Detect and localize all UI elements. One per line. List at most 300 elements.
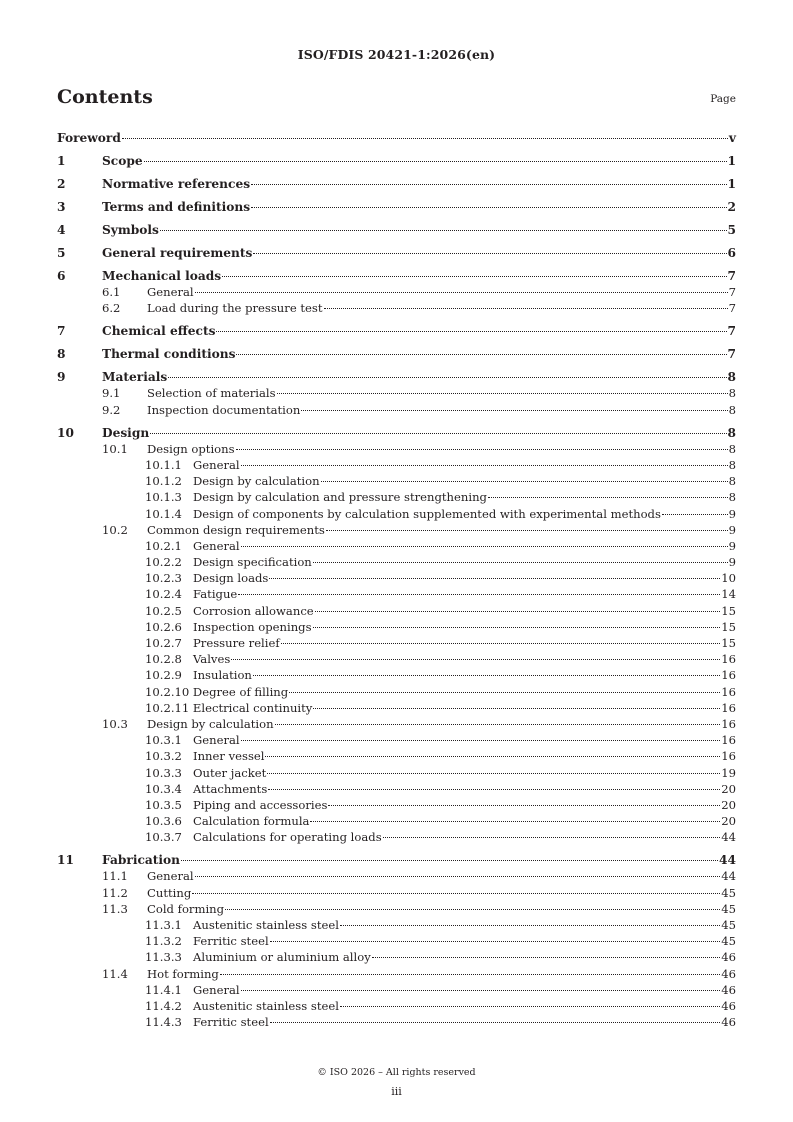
- toc-entry-number: 10.3.3: [145, 765, 182, 780]
- dot-leader: [216, 331, 726, 332]
- toc-entry[interactable]: [57, 885, 736, 901]
- toc-entry-line: [102, 222, 736, 238]
- toc-entry-title: Thermal conditions: [102, 347, 236, 362]
- toc-entry-line: [145, 700, 736, 716]
- toc-entry-number: 11.4.3: [145, 1015, 182, 1030]
- dot-leader: [122, 138, 728, 139]
- toc-entry[interactable]: [57, 506, 736, 522]
- dot-leader: [195, 876, 721, 877]
- toc-entry[interactable]: [57, 385, 736, 401]
- toc-entry-line: [102, 369, 736, 385]
- dot-leader: [328, 805, 720, 806]
- toc-entry[interactable]: [57, 222, 736, 238]
- toc-entry-line: [193, 603, 736, 619]
- toc-entry-page: 45: [721, 934, 736, 949]
- toc-entry-title: Inspection documentation: [147, 402, 301, 417]
- toc-entry-line: [193, 813, 736, 829]
- toc-entry-number: 10.1: [102, 441, 128, 456]
- toc-entry-number: 11.1: [102, 869, 128, 884]
- toc-entry-page: 45: [721, 885, 736, 900]
- toc-entry-page: 8: [728, 490, 736, 505]
- toc-entry-line: [193, 538, 736, 554]
- toc-entry-number: 10.3.1: [145, 733, 182, 748]
- toc-entry[interactable]: [57, 852, 736, 868]
- toc-entry-line: [147, 885, 736, 901]
- toc-entry[interactable]: [57, 284, 736, 300]
- toc-entry[interactable]: [57, 425, 736, 441]
- toc-entry-line: [193, 781, 736, 797]
- toc-entry-page: 44: [721, 830, 736, 845]
- toc-entry-title: General: [193, 538, 240, 553]
- dot-leader: [267, 773, 720, 774]
- dot-leader: [144, 161, 727, 162]
- dot-leader: [236, 354, 726, 355]
- toc-entry-page: 16: [721, 668, 736, 683]
- toc-entry[interactable]: [57, 153, 736, 169]
- toc-entry-title: Pressure relief: [193, 636, 280, 651]
- toc-entry-line: [193, 554, 736, 570]
- toc-entry-title: 10.2.10 Degree of filling: [145, 684, 289, 699]
- toc-entry-title: Design loads: [193, 571, 269, 586]
- toc-entry-line: [147, 966, 736, 982]
- toc-entry[interactable]: [57, 684, 736, 700]
- toc-entry-number: 6.1: [102, 285, 121, 300]
- toc-entry[interactable]: [57, 748, 736, 764]
- toc-entry-title: Fabrication: [102, 853, 181, 868]
- toc-entry-title: Austenitic stainless steel: [193, 998, 339, 1013]
- toc-entry-line: [193, 933, 736, 949]
- dot-leader: [251, 184, 726, 185]
- toc-entry-line: [193, 570, 736, 586]
- toc-entry-number: 10: [57, 425, 74, 440]
- toc-entry-line: [145, 684, 736, 700]
- toc-entry-line: [193, 619, 736, 635]
- toc-entry-number: 9.1: [102, 386, 121, 401]
- toc-entry-page: 46: [721, 998, 736, 1013]
- toc-entry[interactable]: [57, 457, 736, 473]
- toc-entry-number: 7: [57, 324, 66, 339]
- dot-leader: [236, 449, 728, 450]
- toc-entry[interactable]: [57, 538, 736, 554]
- toc-entry-number: 11.4.1: [145, 982, 182, 997]
- dot-leader: [340, 1006, 720, 1007]
- toc-entry-line: [193, 473, 736, 489]
- toc-entry-line: [193, 651, 736, 667]
- toc-entry[interactable]: [57, 522, 736, 538]
- toc-entry-page: 9: [728, 506, 736, 521]
- toc-entry-number: 10.3.4: [145, 781, 182, 796]
- toc-entry[interactable]: [57, 651, 736, 667]
- toc-entry-number: 11.2: [102, 885, 128, 900]
- toc-entry-line: [57, 130, 736, 146]
- toc-entry-number: 10.2.5: [145, 603, 182, 618]
- toc-entry[interactable]: [57, 901, 736, 917]
- dot-leader: [220, 974, 720, 975]
- dot-leader: [168, 377, 726, 378]
- toc-entry-page: 16: [721, 716, 736, 731]
- dot-leader: [231, 659, 720, 660]
- toc-entry-number: 10.2: [102, 522, 128, 537]
- toc-entry-line: [102, 425, 736, 441]
- toc-entry-title: Design by calculation and pressure strengthening: [193, 490, 487, 505]
- dot-leader: [326, 530, 728, 531]
- toc-entry-number: 3: [57, 199, 66, 214]
- dot-leader: [195, 292, 728, 293]
- toc-entry-number: 10.2.8: [145, 652, 182, 667]
- toc-entry[interactable]: [57, 570, 736, 586]
- dot-leader: [315, 611, 721, 612]
- dot-leader: [372, 957, 720, 958]
- toc-entry-title: Design of components by calculation supplemented with experimental methods: [193, 506, 661, 521]
- toc-entry-page: v: [728, 131, 736, 145]
- toc-entry-page: 8: [727, 370, 736, 385]
- toc-entry-page: 16: [721, 733, 736, 748]
- toc-entry[interactable]: [57, 829, 736, 845]
- toc-entry-number: 8: [57, 347, 66, 362]
- toc-entry-line: [193, 748, 736, 764]
- toc-entry-title: Fatigue: [193, 587, 238, 602]
- toc-entry-line: [102, 199, 736, 215]
- toc-entry-title: Cutting: [147, 885, 192, 900]
- toc-entry-page: 8: [728, 402, 736, 417]
- copyright-footer: © ISO 2026 – All rights reserved: [317, 1067, 476, 1078]
- toc-entry[interactable]: [57, 813, 736, 829]
- toc-entry-line: [193, 949, 736, 965]
- toc-entry-title: Piping and accessories: [193, 797, 328, 812]
- toc-entry[interactable]: [57, 933, 736, 949]
- dot-leader: [313, 627, 721, 628]
- toc-entry-number: 11.3.2: [145, 934, 182, 949]
- toc-entry[interactable]: [57, 245, 736, 261]
- dot-leader: [241, 465, 728, 466]
- toc-entry[interactable]: [57, 176, 736, 192]
- toc-entry[interactable]: [57, 346, 736, 362]
- toc-entry-title: Design: [102, 425, 150, 440]
- toc-entry-number: 4: [57, 222, 66, 237]
- toc-entry-number: 10.3.5: [145, 797, 182, 812]
- toc-entry-page: 7: [728, 285, 736, 300]
- toc-entry-number: 10.3: [102, 716, 128, 731]
- toc-entry-number: 6.2: [102, 301, 121, 316]
- toc-entry-number: 11.3: [102, 901, 128, 916]
- toc-entry-line: [193, 732, 736, 748]
- dot-leader: [270, 1022, 721, 1023]
- dot-leader: [289, 692, 720, 693]
- toc-entry[interactable]: [57, 765, 736, 781]
- dot-leader: [310, 821, 720, 822]
- toc-entry-line: [193, 457, 736, 473]
- toc-entry-number: 11.3.3: [145, 950, 182, 965]
- dot-leader: [181, 860, 718, 861]
- toc-entry[interactable]: [57, 473, 736, 489]
- toc-entry-page: 1: [727, 176, 736, 191]
- dot-leader: [253, 253, 726, 254]
- toc-entry-title: Outer jacket: [193, 765, 267, 780]
- toc-entry-number: 5: [57, 245, 66, 260]
- toc-entry-line: [147, 901, 736, 917]
- toc-entry-page: 45: [721, 918, 736, 933]
- toc-entry-title: Normative references: [102, 176, 251, 191]
- toc-entry-number: 10.2.1: [145, 538, 182, 553]
- toc-entry[interactable]: [57, 868, 736, 884]
- toc-entry-title: Common design requirements: [147, 522, 325, 537]
- toc-entry-number: 10.3.7: [145, 830, 182, 845]
- toc-entry-title: Design by calculation: [147, 716, 274, 731]
- toc-entry-number: 10.1.1: [145, 457, 182, 472]
- toc-entry-line: [102, 245, 736, 261]
- toc-entry[interactable]: [57, 586, 736, 602]
- dot-leader: [238, 594, 720, 595]
- dot-leader: [270, 941, 721, 942]
- toc-entry-page: 16: [721, 749, 736, 764]
- toc-entry-number: 11: [57, 853, 74, 868]
- dot-leader: [192, 893, 720, 894]
- toc-entry-page: 7: [727, 324, 736, 339]
- toc-entry-number: 9: [57, 370, 66, 385]
- toc-entry[interactable]: [57, 781, 736, 797]
- toc-entry[interactable]: [57, 300, 736, 316]
- toc-entry[interactable]: [57, 982, 736, 998]
- toc-entry[interactable]: [57, 949, 736, 965]
- toc-entry-title: Hot forming: [147, 966, 219, 981]
- toc-entry[interactable]: [57, 130, 736, 146]
- dot-leader: [324, 308, 728, 309]
- toc-entry-number: 10.2.4: [145, 587, 182, 602]
- toc-entry-number: 10.1.2: [145, 474, 182, 489]
- dot-leader: [281, 643, 721, 644]
- toc-entry-page: 19: [721, 765, 736, 780]
- toc-entry-line: [193, 635, 736, 651]
- dot-leader: [265, 756, 720, 757]
- toc-entry-title: Chemical effects: [102, 324, 216, 339]
- toc-entry-page: 8: [728, 457, 736, 472]
- toc-entry-title: Cold forming: [147, 901, 225, 916]
- toc-entry-title: Selection of materials: [147, 386, 276, 401]
- toc-entry-page: 5: [727, 222, 736, 237]
- toc-entry-page: 20: [721, 781, 736, 796]
- page-number: iii: [391, 1085, 402, 1098]
- dot-leader: [488, 497, 728, 498]
- toc-entry-number: 9.2: [102, 402, 121, 417]
- toc-entry-page: 44: [719, 853, 736, 868]
- toc-entry-page: 7: [727, 347, 736, 362]
- toc-entry[interactable]: [57, 917, 736, 933]
- toc-entry-title: Calculation formula: [193, 814, 310, 829]
- toc-entry-page: 15: [721, 619, 736, 634]
- toc-entry-page: 7: [728, 301, 736, 316]
- toc-entry-page: 7: [727, 268, 736, 283]
- toc-entry[interactable]: [57, 966, 736, 982]
- toc-entry-line: [193, 829, 736, 845]
- toc-entry-line: [102, 346, 736, 362]
- toc-entry-number: 10.2.3: [145, 571, 182, 586]
- toc-entry-page: 6: [727, 245, 736, 260]
- toc-entry-page: 10: [721, 571, 736, 586]
- toc-entry-line: [147, 402, 736, 418]
- toc-entry[interactable]: [57, 323, 736, 339]
- toc-entry-line: [193, 982, 736, 998]
- toc-entry-page: 20: [721, 814, 736, 829]
- toc-entry-line: [193, 998, 736, 1014]
- toc-entry-line: [102, 268, 736, 284]
- dot-leader: [251, 207, 726, 208]
- dot-leader: [321, 481, 728, 482]
- dot-leader: [253, 675, 720, 676]
- toc-entry-title: Materials: [102, 370, 168, 385]
- toc-entry-line: [147, 522, 736, 538]
- toc-entry-page: 15: [721, 636, 736, 651]
- toc-entry-title: Foreword: [57, 131, 121, 145]
- toc-entry-page: 16: [721, 652, 736, 667]
- toc-entry-title: Austenitic stainless steel: [193, 918, 339, 933]
- toc-entry[interactable]: [57, 635, 736, 651]
- toc-entry-title: Scope: [102, 153, 143, 168]
- dot-leader: [275, 724, 721, 725]
- toc-entry-line: [147, 441, 736, 457]
- toc-entry[interactable]: [57, 554, 736, 570]
- toc-entry-title: Terms and definitions: [102, 199, 251, 214]
- toc-entry[interactable]: [57, 716, 736, 732]
- dot-leader: [269, 578, 720, 579]
- toc-entry-page: 9: [728, 538, 736, 553]
- dot-leader: [313, 708, 720, 709]
- toc-entry-line: [193, 489, 736, 505]
- toc-entry-line: [102, 323, 736, 339]
- toc-entry-page: 16: [721, 684, 736, 699]
- toc-entry-title: Mechanical loads: [102, 268, 222, 283]
- toc-entry-line: [193, 506, 736, 522]
- toc-entry-page: 16: [721, 700, 736, 715]
- toc-entry-line: [193, 797, 736, 813]
- toc-entry-number: 10.2.9: [145, 668, 182, 683]
- dot-leader: [241, 990, 721, 991]
- toc-entry-page: 46: [721, 982, 736, 997]
- toc-entry-page: 8: [728, 441, 736, 456]
- toc-entry-title: Attachments: [193, 781, 268, 796]
- toc-entry-page: 8: [728, 474, 736, 489]
- toc-entry-title: Design by calculation: [193, 474, 320, 489]
- toc-entry-title: Aluminium or aluminium alloy: [193, 950, 371, 965]
- dot-leader: [222, 276, 726, 277]
- toc-entry-title: Inspection openings: [193, 619, 312, 634]
- toc-entry-line: [147, 868, 736, 884]
- dot-leader: [340, 925, 720, 926]
- dot-leader: [225, 909, 720, 910]
- toc-entry[interactable]: [57, 700, 736, 716]
- toc-entry-title: Design specification: [193, 555, 312, 570]
- toc-entry-page: 14: [721, 587, 736, 602]
- toc-entry-title: Design options: [147, 441, 235, 456]
- toc-entry-number: 10.3.6: [145, 814, 182, 829]
- toc-entry[interactable]: [57, 369, 736, 385]
- toc-entry-page: 2: [727, 199, 736, 214]
- dot-leader: [268, 789, 720, 790]
- toc-entry-title: 10.2.11 Electrical continuity: [145, 700, 313, 715]
- toc-entry-title: Corrosion allowance: [193, 603, 314, 618]
- toc-entry-number: 10.3.2: [145, 749, 182, 764]
- toc-entry-title: Ferritic steel: [193, 1015, 269, 1030]
- toc-entry-number: 10.1.4: [145, 506, 182, 521]
- dot-leader: [313, 562, 728, 563]
- document-header: ISO/FDIS 20421-1:2026(en): [297, 47, 496, 62]
- toc-entry[interactable]: [57, 402, 736, 418]
- toc-entry[interactable]: [57, 998, 736, 1014]
- dot-leader: [150, 433, 726, 434]
- toc-entry-title: Ferritic steel: [193, 934, 269, 949]
- toc-entry-number: 11.4: [102, 966, 128, 981]
- toc-entry-line: [193, 765, 736, 781]
- dot-leader: [301, 410, 727, 411]
- toc-entry-title: General: [193, 457, 240, 472]
- toc-entry[interactable]: [57, 199, 736, 215]
- toc-entry-number: 11.4.2: [145, 998, 182, 1013]
- dot-leader: [277, 393, 728, 394]
- toc-entry-page: 46: [721, 966, 736, 981]
- toc-entry-line: [102, 852, 736, 868]
- toc-entry-page: 1: [727, 153, 736, 168]
- toc-entry-line: [147, 716, 736, 732]
- toc-entry-page: 9: [728, 522, 736, 537]
- toc-entry-title: Calculations for operating loads: [193, 830, 382, 845]
- toc-entry[interactable]: [57, 667, 736, 683]
- toc-entry-line: [193, 586, 736, 602]
- page-title: Contents: [57, 86, 153, 108]
- toc-entry-line: [193, 917, 736, 933]
- dot-leader: [160, 230, 727, 231]
- toc-entry-number: 10.2.6: [145, 619, 182, 634]
- toc-entry-number: 10.1.3: [145, 490, 182, 505]
- toc-entry-page: 46: [721, 1015, 736, 1030]
- dot-leader: [383, 837, 721, 838]
- toc-entry-line: [147, 385, 736, 401]
- dot-leader: [241, 546, 728, 547]
- toc-entry-line: [102, 153, 736, 169]
- toc-entry-page: 8: [727, 425, 736, 440]
- toc-entry-title: General: [147, 285, 194, 300]
- toc-entry-title: Insulation: [193, 668, 252, 683]
- toc-entry-number: 10.2.2: [145, 555, 182, 570]
- toc-entry-title: Load during the pressure test: [147, 301, 323, 316]
- toc-entry-line: [193, 667, 736, 683]
- toc-entry-line: [102, 176, 736, 192]
- dot-leader: [241, 740, 721, 741]
- toc-entry-number: 1: [57, 153, 66, 168]
- toc-entry[interactable]: [57, 732, 736, 748]
- toc-entry-number: 2: [57, 176, 66, 191]
- toc-entry-title: Inner vessel: [193, 749, 265, 764]
- table-of-contents: [57, 130, 736, 1030]
- toc-entry-page: 45: [721, 901, 736, 916]
- toc-entry-title: General: [193, 733, 240, 748]
- toc-entry-number: 10.2.7: [145, 636, 182, 651]
- toc-entry-title: Valves: [193, 652, 231, 667]
- toc-entry-title: Symbols: [102, 222, 159, 237]
- toc-entry[interactable]: [57, 489, 736, 505]
- toc-entry-page: 8: [728, 386, 736, 401]
- toc-entry-page: 46: [721, 950, 736, 965]
- toc-entry-title: General: [193, 982, 240, 997]
- toc-entry-page: 9: [728, 555, 736, 570]
- toc-entry[interactable]: [57, 603, 736, 619]
- toc-entry[interactable]: [57, 1014, 736, 1030]
- toc-entry-number: 11.3.1: [145, 918, 182, 933]
- toc-entry[interactable]: [57, 268, 736, 284]
- toc-entry[interactable]: [57, 619, 736, 635]
- toc-entry-page: 15: [721, 603, 736, 618]
- page-column-label: Page: [710, 93, 736, 105]
- toc-entry[interactable]: [57, 797, 736, 813]
- toc-entry[interactable]: [57, 441, 736, 457]
